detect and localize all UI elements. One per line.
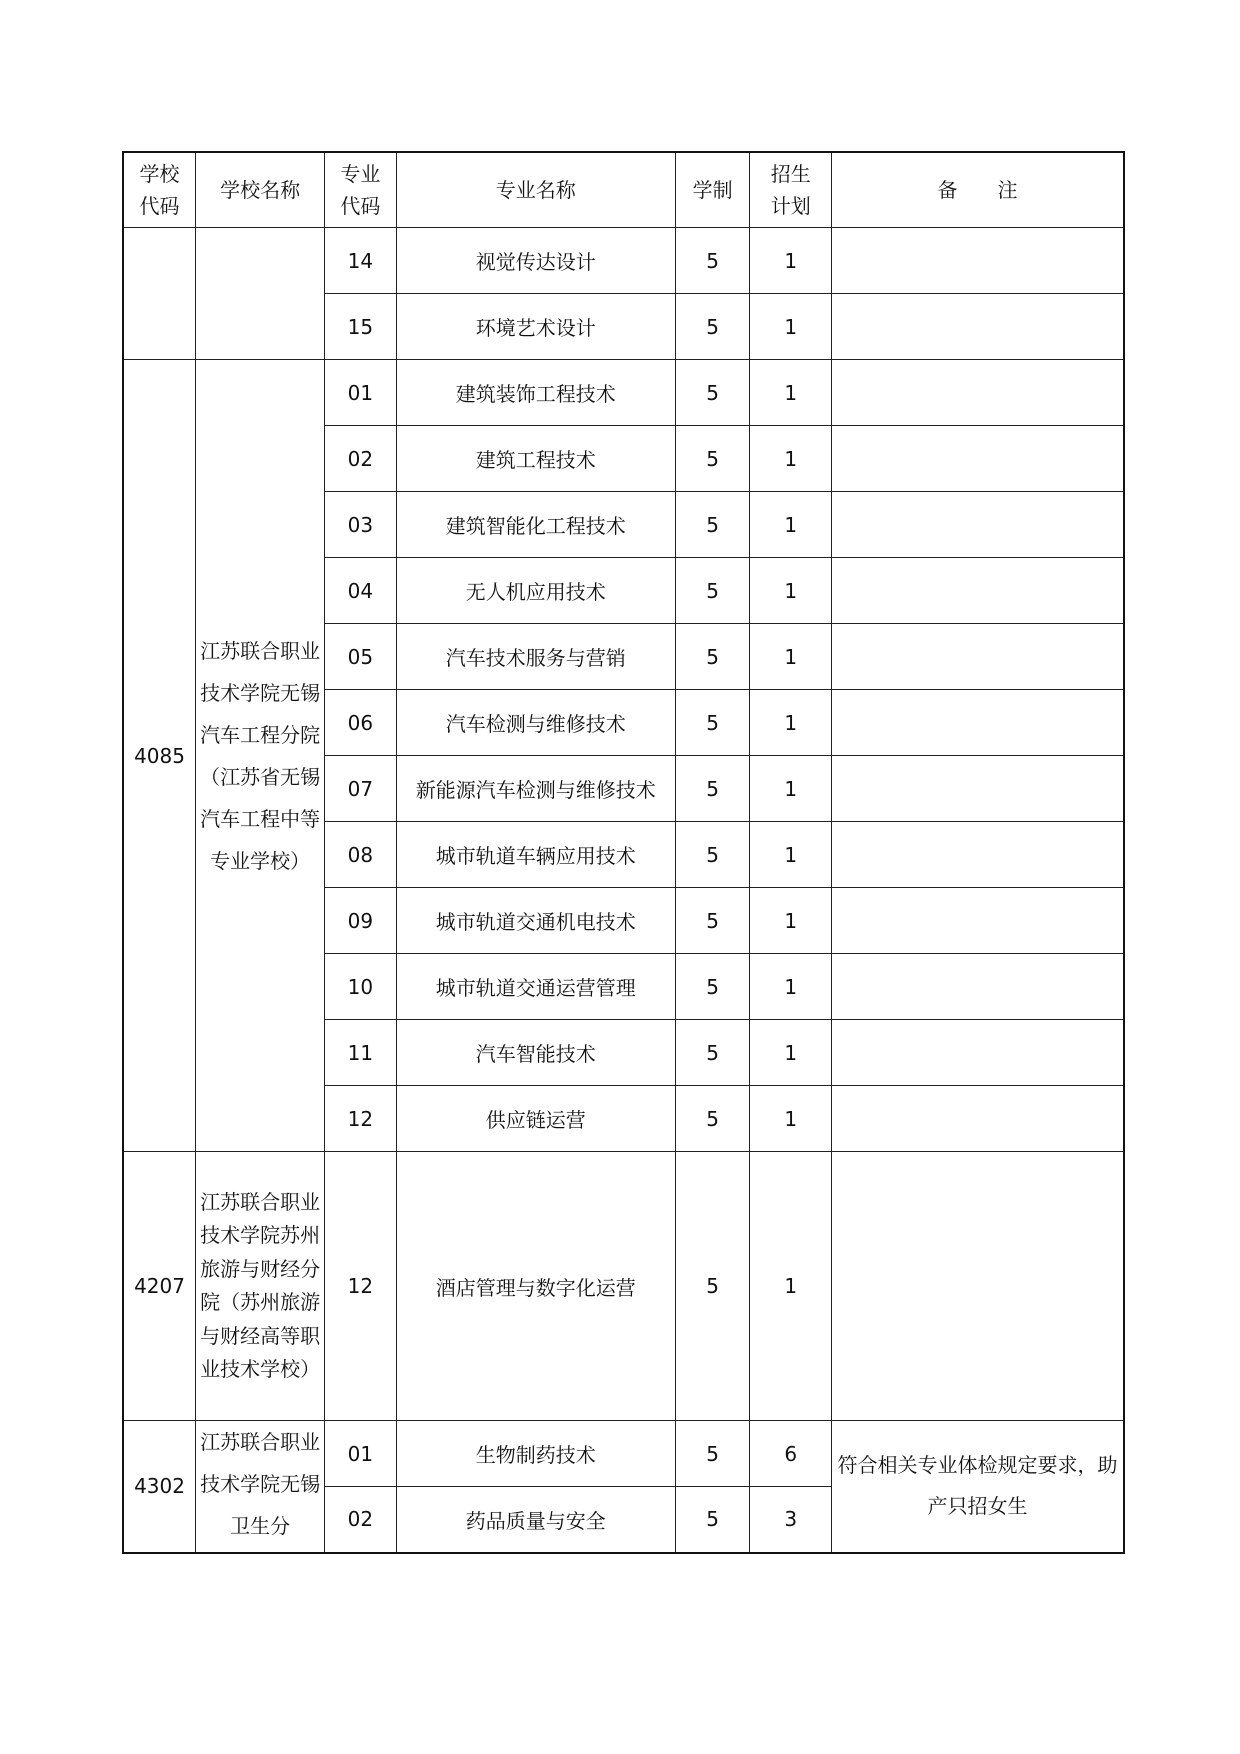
major-code-cell: 08 — [325, 822, 397, 888]
major-code-cell: 12 — [325, 1152, 397, 1421]
duration-cell: 5 — [675, 558, 750, 624]
duration-cell: 5 — [675, 228, 750, 294]
major-code-cell: 11 — [325, 1020, 397, 1086]
quota-cell: 1 — [750, 822, 832, 888]
major-code-cell: 15 — [325, 294, 397, 360]
major-code-cell: 03 — [325, 492, 397, 558]
major-name-cell: 城市轨道交通运营管理 — [396, 954, 675, 1020]
table-row — [123, 1152, 1124, 1421]
header-notes: 备 注 — [832, 152, 1124, 228]
major-name-cell: 汽车检测与维修技术 — [396, 690, 675, 756]
school-name-cell: 江苏联合职业技术学院苏州旅游与财经分院（苏州旅游与财经高等职业技术学校） — [196, 1152, 325, 1421]
quota-cell: 1 — [750, 624, 832, 690]
major-code-cell: 02 — [325, 426, 397, 492]
major-code-cell: 14 — [325, 228, 397, 294]
duration-cell: 5 — [675, 1086, 750, 1152]
duration-cell: 5 — [675, 690, 750, 756]
notes-cell — [832, 360, 1124, 426]
school-code-cell: 4085 — [123, 360, 196, 1152]
duration-cell: 5 — [675, 492, 750, 558]
notes-cell — [832, 492, 1124, 558]
major-name-cell: 视觉传达设计 — [396, 228, 675, 294]
major-code-cell: 04 — [325, 558, 397, 624]
quota-cell: 1 — [750, 492, 832, 558]
notes-cell: 符合相关专业体检规定要求，助产只招女生 — [832, 1421, 1124, 1553]
major-code-cell: 01 — [325, 1421, 397, 1487]
major-name-cell: 建筑装饰工程技术 — [396, 360, 675, 426]
major-name-cell: 城市轨道车辆应用技术 — [396, 822, 675, 888]
duration-cell: 5 — [675, 624, 750, 690]
major-name-cell: 生物制药技术 — [396, 1421, 675, 1487]
major-name-cell: 酒店管理与数字化运营 — [396, 1152, 675, 1421]
duration-cell: 5 — [675, 1487, 750, 1553]
table-row — [123, 360, 1124, 426]
duration-cell: 5 — [675, 822, 750, 888]
major-name-cell: 药品质量与安全 — [396, 1487, 675, 1553]
duration-cell: 5 — [675, 954, 750, 1020]
notes-cell — [832, 756, 1124, 822]
major-code-cell: 06 — [325, 690, 397, 756]
quota-cell: 1 — [750, 228, 832, 294]
notes-cell — [832, 888, 1124, 954]
major-name-cell: 供应链运营 — [396, 1086, 675, 1152]
major-code-cell: 10 — [325, 954, 397, 1020]
duration-cell: 5 — [675, 1020, 750, 1086]
major-code-cell: 01 — [325, 360, 397, 426]
notes-cell — [832, 558, 1124, 624]
major-code-cell: 12 — [325, 1086, 397, 1152]
duration-cell: 5 — [675, 360, 750, 426]
notes-cell — [832, 294, 1124, 360]
quota-cell: 1 — [750, 558, 832, 624]
major-name-cell: 建筑智能化工程技术 — [396, 492, 675, 558]
major-name-cell: 建筑工程技术 — [396, 426, 675, 492]
quota-cell: 1 — [750, 1020, 832, 1086]
major-code-cell: 07 — [325, 756, 397, 822]
duration-cell: 5 — [675, 888, 750, 954]
quota-cell: 1 — [750, 1152, 832, 1421]
duration-cell: 5 — [675, 756, 750, 822]
duration-cell: 5 — [675, 1152, 750, 1421]
notes-cell — [832, 624, 1124, 690]
notes-cell — [832, 822, 1124, 888]
quota-cell: 1 — [750, 294, 832, 360]
quota-cell: 1 — [750, 360, 832, 426]
quota-cell: 1 — [750, 756, 832, 822]
school-code-cell: 4207 — [123, 1152, 196, 1421]
major-code-cell: 02 — [325, 1487, 397, 1553]
header-school-code: 学校 代码 — [123, 152, 196, 228]
quota-cell: 6 — [750, 1421, 832, 1487]
header-quota: 招生 计划 — [750, 152, 832, 228]
school-name-cell: 江苏联合职业技术学院无锡汽车工程分院（江苏省无锡汽车工程中等专业学校） — [196, 360, 325, 1152]
notes-cell — [832, 1086, 1124, 1152]
notes-cell — [832, 426, 1124, 492]
header-major-code: 专业 代码 — [325, 152, 397, 228]
major-name-cell: 汽车技术服务与营销 — [396, 624, 675, 690]
major-name-cell: 城市轨道交通机电技术 — [396, 888, 675, 954]
major-name-cell: 无人机应用技术 — [396, 558, 675, 624]
quota-cell: 1 — [750, 426, 832, 492]
table-row — [123, 1421, 1124, 1487]
school-code-cell: 4302 — [123, 1421, 196, 1553]
major-code-cell: 05 — [325, 624, 397, 690]
notes-cell — [832, 228, 1124, 294]
quota-cell: 1 — [750, 954, 832, 1020]
header-school-name: 学校名称 — [196, 152, 325, 228]
header-major-name: 专业名称 — [396, 152, 675, 228]
table-row — [123, 228, 1124, 294]
notes-cell — [832, 1152, 1124, 1421]
notes-cell — [832, 1020, 1124, 1086]
quota-cell: 1 — [750, 888, 832, 954]
major-name-cell: 环境艺术设计 — [396, 294, 675, 360]
quota-cell: 1 — [750, 1086, 832, 1152]
school-code-cell — [123, 228, 196, 360]
quota-cell: 3 — [750, 1487, 832, 1553]
quota-cell: 1 — [750, 690, 832, 756]
admissions-table — [122, 151, 1125, 1554]
header-duration: 学制 — [675, 152, 750, 228]
duration-cell: 5 — [675, 426, 750, 492]
major-name-cell: 汽车智能技术 — [396, 1020, 675, 1086]
school-name-cell — [196, 228, 325, 360]
major-name-cell: 新能源汽车检测与维修技术 — [396, 756, 675, 822]
notes-cell — [832, 954, 1124, 1020]
duration-cell: 5 — [675, 294, 750, 360]
header-row — [123, 152, 1124, 228]
notes-cell — [832, 690, 1124, 756]
duration-cell: 5 — [675, 1421, 750, 1487]
school-name-cell: 江苏联合职业技术学院无锡卫生分 — [196, 1421, 325, 1553]
major-code-cell: 09 — [325, 888, 397, 954]
